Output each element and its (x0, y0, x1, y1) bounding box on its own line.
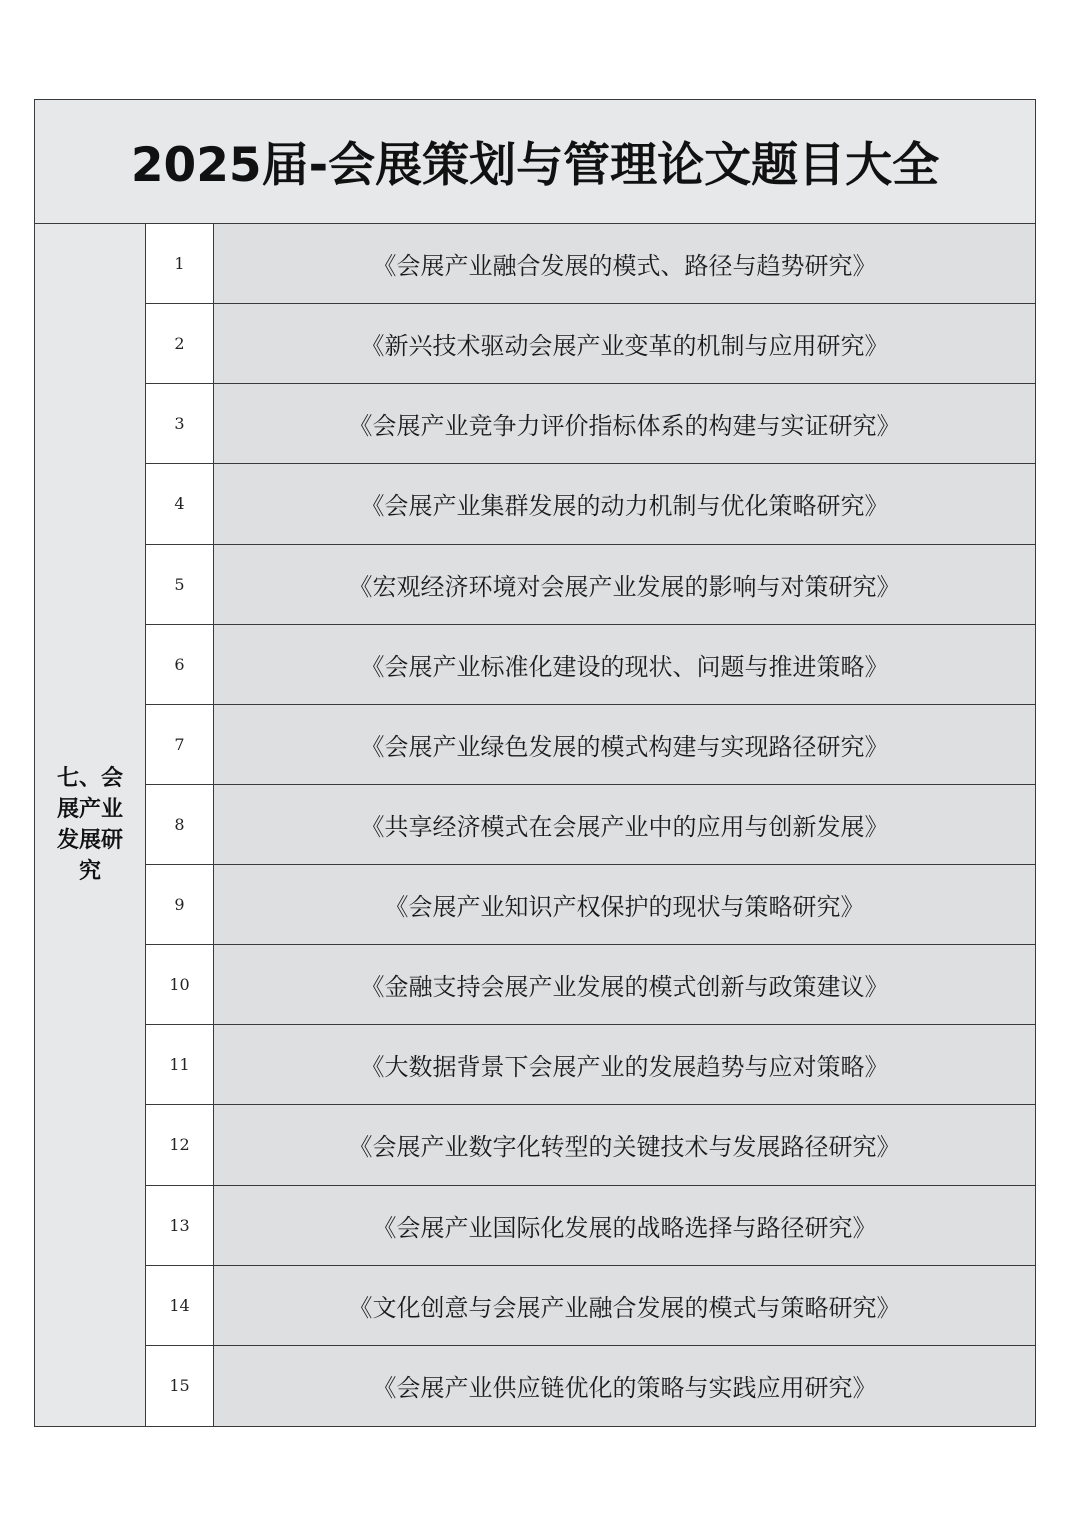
topic-title: 《大数据背景下会展产业的发展趋势与应对策略》 (214, 1025, 1035, 1104)
table-row (146, 625, 1035, 705)
row-number: 10 (146, 945, 214, 1024)
table-row (146, 865, 1035, 945)
table-row (146, 785, 1035, 865)
row-number: 6 (146, 625, 214, 704)
topic-title: 《新兴技术驱动会展产业变革的机制与应用研究》 (214, 304, 1035, 383)
row-number: 9 (146, 865, 214, 944)
row-number: 8 (146, 785, 214, 864)
table-row (146, 1346, 1035, 1426)
page-title: 2025届-会展策划与管理论文题目大全 (130, 138, 940, 193)
topics-table (34, 99, 1036, 1427)
topic-title: 《会展产业供应链优化的策略与实践应用研究》 (214, 1346, 1035, 1426)
row-number: 13 (146, 1186, 214, 1265)
table-row (146, 1266, 1035, 1346)
category-cell (35, 224, 146, 1426)
table-row (146, 545, 1035, 625)
topic-title: 《会展产业融合发展的模式、路径与趋势研究》 (214, 224, 1035, 303)
topic-title: 《会展产业竞争力评价指标体系的构建与实证研究》 (214, 384, 1035, 463)
table-row (146, 464, 1035, 544)
topic-title: 《文化创意与会展产业融合发展的模式与策略研究》 (214, 1266, 1035, 1345)
table-row (146, 1025, 1035, 1105)
topic-title: 《会展产业绿色发展的模式构建与实现路径研究》 (214, 705, 1035, 784)
row-number: 5 (146, 545, 214, 624)
row-number: 2 (146, 304, 214, 383)
topic-title: 《会展产业国际化发展的战略选择与路径研究》 (214, 1186, 1035, 1265)
table-row (146, 705, 1035, 785)
table-row (146, 224, 1035, 304)
row-number: 11 (146, 1025, 214, 1104)
topic-title: 《会展产业标准化建设的现状、问题与推进策略》 (214, 625, 1035, 704)
row-number: 15 (146, 1346, 214, 1426)
topic-title: 《宏观经济环境对会展产业发展的影响与对策研究》 (214, 545, 1035, 624)
row-number: 4 (146, 464, 214, 543)
topic-title: 《会展产业集群发展的动力机制与优化策略研究》 (214, 464, 1035, 543)
table-row (146, 1105, 1035, 1185)
table-row (146, 304, 1035, 384)
row-number: 1 (146, 224, 214, 303)
topic-title: 《共享经济模式在会展产业中的应用与创新发展》 (214, 785, 1035, 864)
table-body (35, 224, 1035, 1426)
row-number: 14 (146, 1266, 214, 1345)
table-row (146, 1186, 1035, 1266)
topic-rows (146, 224, 1035, 1426)
table-row (146, 384, 1035, 464)
title-row (35, 100, 1035, 224)
topic-title: 《金融支持会展产业发展的模式创新与政策建议》 (214, 945, 1035, 1024)
row-number: 12 (146, 1105, 214, 1184)
row-number: 3 (146, 384, 214, 463)
topic-title: 《会展产业知识产权保护的现状与策略研究》 (214, 865, 1035, 944)
row-number: 7 (146, 705, 214, 784)
table-row (146, 945, 1035, 1025)
topic-title: 《会展产业数字化转型的关键技术与发展路径研究》 (214, 1105, 1035, 1184)
category-label: 七、会展产业发展研究 (56, 766, 123, 884)
